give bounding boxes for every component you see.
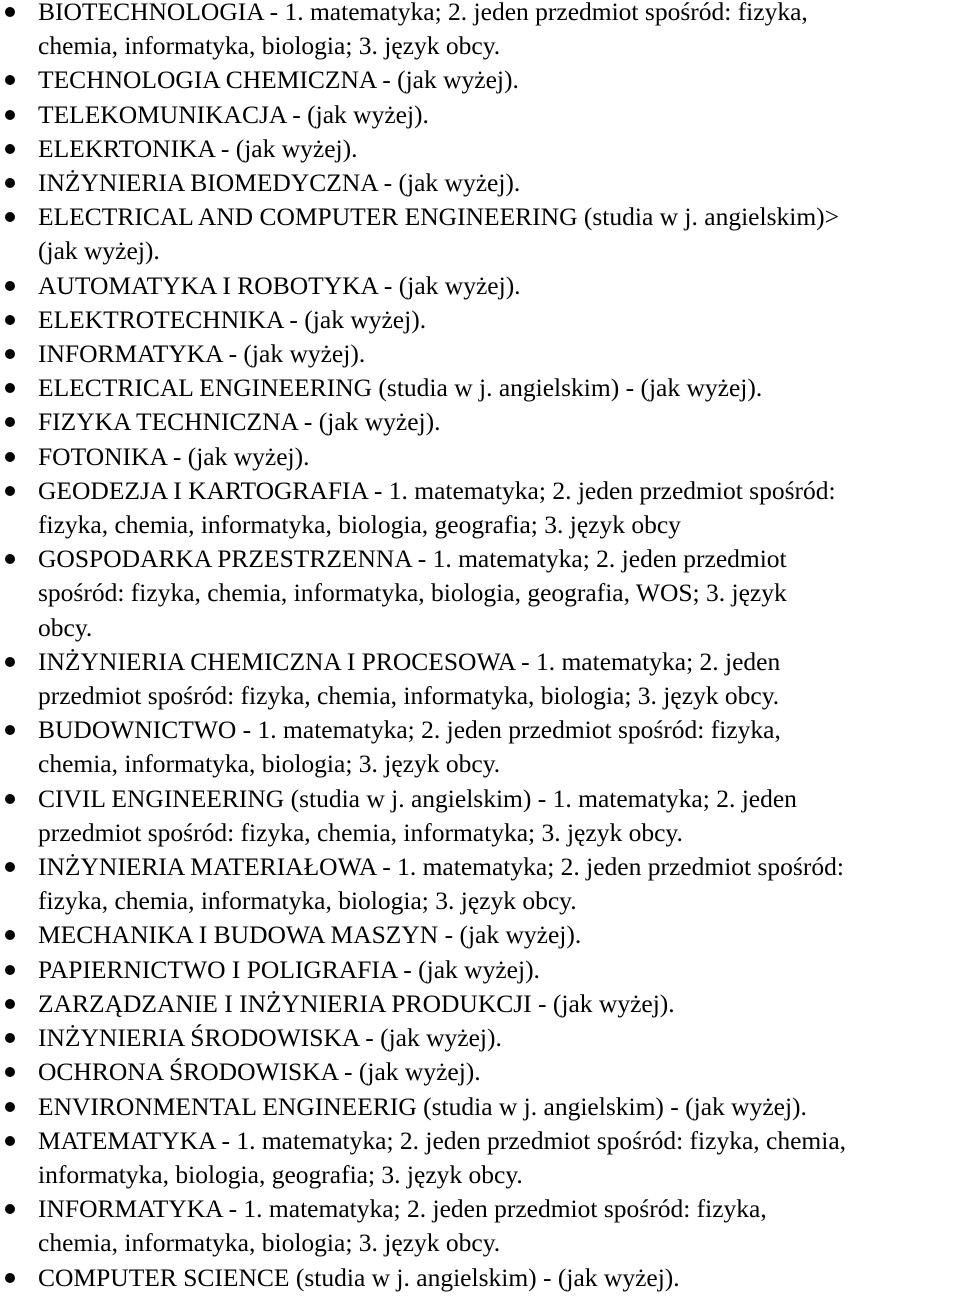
list-item-text-line: chemia, informatyka, biologia; 3. język obcy.: [38, 31, 501, 61]
list-item-text-line: COMPUTER SCIENCE (studia w j. angielskim) - (jak wyżej).: [38, 1262, 680, 1292]
list-item: [0, 132, 960, 166]
list-item-text-line: TECHNOLOGIA CHEMICZNA - (jak wyżej).: [38, 65, 519, 95]
list-item-text-line: GEODEZJA I KARTOGRAFIA - 1. matematyka; 2. jeden przedmiot spośród:: [38, 475, 836, 505]
list-item: [0, 542, 960, 645]
list-item: [0, 371, 960, 405]
bullet-icon: [5, 1204, 15, 1214]
list-item-text-line: GOSPODARKA PRZESTRZENNA - 1. matematyka; 2. jeden przedmiot: [38, 544, 787, 574]
bullet-icon: [5, 1033, 15, 1043]
list-item: [0, 1055, 960, 1089]
list-item-text-line: MECHANIKA I BUDOWA MASZYN - (jak wyżej).: [38, 920, 582, 950]
list-item-text-line: AUTOMATYKA I ROBOTYKA - (jak wyżej).: [38, 270, 521, 300]
bullet-icon: [5, 1102, 15, 1112]
list-item-text-line: chemia, informatyka, biologia; 3. język obcy.: [38, 749, 501, 779]
list-item-text-line: przedmiot spośród: fizyka, chemia, informatyka; 3. język obcy.: [38, 817, 683, 847]
list-item-text-line: ZARZĄDZANIE I INŻYNIERIA PRODUKCJI - (jak wyżej).: [38, 988, 675, 1018]
bullet-icon: [5, 1136, 15, 1146]
list-item: [0, 0, 960, 63]
bullet-icon: [5, 999, 15, 1009]
list-item: [0, 987, 960, 1021]
bullet-icon: [5, 452, 15, 462]
list-item-text-line: PAPIERNICTWO I POLIGRAFIA - (jak wyżej).: [38, 954, 540, 984]
bullet-icon: [5, 725, 15, 735]
list-item: [0, 645, 960, 713]
list-item: [0, 1090, 960, 1124]
list-item-text-line: BUDOWNICTWO - 1. matematyka; 2. jeden przedmiot spośród: fizyka,: [38, 715, 781, 745]
list-item: [0, 782, 960, 850]
bullet-icon: [5, 281, 15, 291]
list-item-text-line: BIOTECHNOLOGIA - 1. matematyka; 2. jeden przedmiot spośród: fizyka,: [38, 0, 808, 26]
bullet-icon: [5, 383, 15, 393]
list-item: [0, 1021, 960, 1055]
list-item-text-line: chemia, informatyka, biologia; 3. język obcy.: [38, 1228, 501, 1258]
list-item-text-line: MATEMATYKA - 1. matematyka; 2. jeden przedmiot spośród: fizyka, chemia,: [38, 1125, 847, 1155]
list-item: [0, 850, 960, 918]
bullet-icon: [5, 417, 15, 427]
list-item-text-line: spośród: fizyka, chemia, informatyka, biologia, geografia, WOS; 3. język: [38, 578, 787, 608]
list-item: [0, 1124, 960, 1192]
list-item: [0, 713, 960, 781]
bullet-icon: [5, 315, 15, 325]
list-item-text-line: INFORMATYKA - (jak wyżej).: [38, 339, 366, 369]
bullet-icon: [5, 178, 15, 188]
bullet-icon: [5, 144, 15, 154]
list-item: [0, 63, 960, 97]
list-item-text-line: ELECTRICAL ENGINEERING (studia w j. angielskim) - (jak wyżej).: [38, 373, 763, 403]
bullet-icon: [5, 349, 15, 359]
bullet-icon: [5, 965, 15, 975]
list-item-text-line: CIVIL ENGINEERING (studia w j. angielskim) - 1. matematyka; 2. jeden: [38, 783, 797, 813]
list-item-text-line: fizyka, chemia, informatyka, biologia; 3. język obcy.: [38, 886, 577, 916]
list-item-text-line: INŻYNIERIA ŚRODOWISKA - (jak wyżej).: [38, 1023, 502, 1053]
bullet-icon: [5, 794, 15, 804]
list-item-text-line: INŻYNIERIA MATERIAŁOWA - 1. matematyka; 2. jeden przedmiot spośród:: [38, 852, 844, 882]
bullet-icon: [5, 1067, 15, 1077]
list-item: [0, 953, 960, 987]
list-item: [0, 166, 960, 200]
list-item: [0, 1192, 960, 1260]
bullet-icon: [5, 930, 15, 940]
bullet-icon: [5, 1273, 15, 1283]
list-item: [0, 98, 960, 132]
list-item: [0, 337, 960, 371]
list-item: [0, 918, 960, 952]
bullet-icon: [5, 862, 15, 872]
list-item-text-line: ELEKRTONIKA - (jak wyżej).: [38, 133, 358, 163]
list-item: [0, 200, 960, 268]
list-item-text-line: przedmiot spośród: fizyka, chemia, informatyka, biologia; 3. język obcy.: [38, 681, 780, 711]
bullet-icon: [5, 657, 15, 667]
list-item-text-line: (jak wyżej).: [38, 236, 160, 266]
list-item-text-line: INFORMATYKA - 1. matematyka; 2. jeden przedmiot spośród: fizyka,: [38, 1194, 767, 1224]
list-item-text-line: OCHRONA ŚRODOWISKA - (jak wyżej).: [38, 1057, 481, 1087]
list-item-text-line: INŻYNIERIA BIOMEDYCZNA - (jak wyżej).: [38, 168, 521, 198]
list-item-text-line: INŻYNIERIA CHEMICZNA I PROCESOWA - 1. matematyka; 2. jeden: [38, 646, 781, 676]
list-item-text-line: ELEKTROTECHNIKA - (jak wyżej).: [38, 304, 427, 334]
bullet-icon: [5, 110, 15, 120]
list-item-text-line: TELEKOMUNIKACJA - (jak wyżej).: [38, 99, 429, 129]
list-item-text-line: FIZYKA TECHNICZNA - (jak wyżej).: [38, 407, 441, 437]
list-item-text-line: ENVIRONMENTAL ENGINEERIG (studia w j. angielskim) - (jak wyżej).: [38, 1091, 807, 1121]
bullet-icon: [5, 554, 15, 564]
list-item: [0, 1261, 960, 1295]
list-item: [0, 474, 960, 542]
list-item-text-line: fizyka, chemia, informatyka, biologia, geografia; 3. język obcy: [38, 510, 681, 540]
list-item-text-line: FOTONIKA - (jak wyżej).: [38, 441, 310, 471]
bullet-icon: [5, 486, 15, 496]
list-item-text-line: obcy.: [38, 612, 93, 642]
bullet-icon: [5, 75, 15, 85]
list-item: [0, 440, 960, 474]
list-item-text-line: informatyka, biologia, geografia; 3. język obcy.: [38, 1159, 523, 1189]
list-item: [0, 405, 960, 439]
bullet-icon: [5, 212, 15, 222]
list-item: [0, 269, 960, 303]
list-item: [0, 303, 960, 337]
bullet-icon: [5, 7, 15, 17]
list-item-text-line: ELECTRICAL AND COMPUTER ENGINEERING (studia w j. angielskim)>: [38, 202, 840, 232]
